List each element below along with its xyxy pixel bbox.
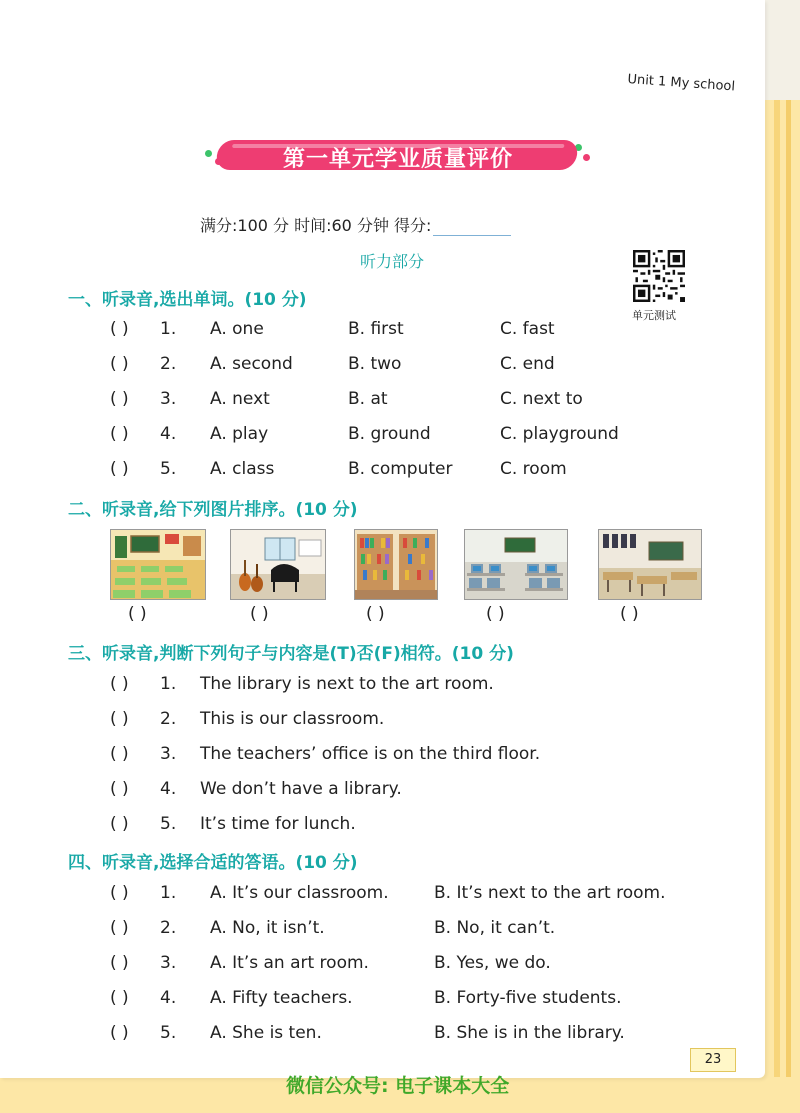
score-blank[interactable] — [433, 217, 511, 236]
item-number: 2. — [160, 918, 177, 938]
item-number: 3. — [160, 389, 177, 409]
answer-blank[interactable]: ( ) — [110, 354, 129, 374]
option-b: B. It’s next to the art room. — [434, 883, 666, 903]
listening-section-title: 听力部分 — [360, 252, 425, 271]
wechat-watermark: 微信公众号: 电子课本大全 — [286, 1075, 510, 1097]
statement-text: We don’t have a library. — [200, 779, 402, 799]
option-b: B. two — [348, 354, 402, 374]
answer-blank[interactable]: ( ) — [110, 1023, 129, 1043]
answer-blank[interactable]: ( ) — [110, 744, 129, 764]
picture-answer-blank[interactable]: ( ) — [620, 604, 639, 624]
option-c: C. room — [500, 459, 567, 479]
answer-blank[interactable]: ( ) — [110, 459, 129, 479]
option-a: A. play — [210, 424, 269, 444]
item-number: 4. — [160, 988, 177, 1008]
page-title: 第一单元学业质量评价 — [282, 147, 513, 172]
answer-blank[interactable]: ( ) — [110, 988, 129, 1008]
item-number: 3. — [160, 744, 177, 764]
option-c: C. playground — [500, 424, 619, 444]
option-b: B. Yes, we do. — [434, 953, 551, 973]
option-b: B. first — [348, 319, 404, 339]
title-banner — [203, 136, 593, 176]
art-room-picture — [598, 529, 702, 600]
item-number: 3. — [160, 953, 177, 973]
answer-blank[interactable]: ( ) — [110, 424, 129, 444]
option-c: C. end — [500, 354, 555, 374]
answer-blank[interactable]: ( ) — [110, 779, 129, 799]
item-number: 2. — [160, 354, 177, 374]
picture-answer-blank[interactable]: ( ) — [366, 604, 385, 624]
answer-blank[interactable]: ( ) — [110, 709, 129, 729]
answer-blank[interactable]: ( ) — [110, 883, 129, 903]
option-c: C. fast — [500, 319, 555, 339]
library-picture — [354, 529, 438, 600]
item-number: 1. — [160, 319, 177, 339]
option-b: B. No, it can’t. — [434, 918, 556, 938]
answer-blank[interactable]: ( ) — [110, 674, 129, 694]
item-number: 1. — [160, 883, 177, 903]
score-line-text: 满分:100 分 时间:60 分钟 得分: — [200, 216, 432, 235]
section-4-title: 四、听录音,选择合适的答语。(10 分) — [68, 853, 358, 873]
page-edge-line — [774, 100, 780, 1113]
option-a: A. No, it isn’t. — [210, 918, 325, 938]
statement-text: The teachers’ office is on the third floor. — [200, 744, 541, 764]
statement-text: This is our classroom. — [200, 709, 385, 729]
item-number: 5. — [160, 1023, 177, 1043]
option-b: B. She is in the library. — [434, 1023, 625, 1043]
qr-code-icon[interactable] — [633, 250, 685, 302]
item-number: 2. — [160, 709, 177, 729]
section-2-title: 二、听录音,给下列图片排序。(10 分) — [68, 500, 358, 520]
qr-code-label: 单元测试 — [632, 309, 676, 322]
classroom-picture — [110, 529, 206, 600]
unit-header: Unit 1 My school — [626, 72, 736, 95]
option-b: B. ground — [348, 424, 431, 444]
picture-answer-blank[interactable]: ( ) — [250, 604, 269, 624]
option-a: A. second — [210, 354, 293, 374]
page-edge-line — [786, 100, 791, 1113]
option-a: A. She is ten. — [210, 1023, 322, 1043]
music-room-picture — [230, 529, 326, 600]
item-number: 4. — [160, 779, 177, 799]
option-a: A. one — [210, 319, 264, 339]
answer-blank[interactable]: ( ) — [110, 918, 129, 938]
picture-answer-blank[interactable]: ( ) — [128, 604, 147, 624]
option-a: A. It’s an art room. — [210, 953, 369, 973]
option-b: B. computer — [348, 459, 453, 479]
item-number: 5. — [160, 814, 177, 834]
computer-room-picture — [464, 529, 568, 600]
picture-answer-blank[interactable]: ( ) — [486, 604, 505, 624]
item-number: 1. — [160, 674, 177, 694]
page-number: 23 — [690, 1048, 736, 1072]
option-a: A. Fifty teachers. — [210, 988, 353, 1008]
answer-blank[interactable]: ( ) — [110, 389, 129, 409]
item-number: 4. — [160, 424, 177, 444]
answer-blank[interactable]: ( ) — [110, 814, 129, 834]
option-a: A. It’s our classroom. — [210, 883, 389, 903]
item-number: 5. — [160, 459, 177, 479]
section-3-title: 三、听录音,判断下列句子与内容是(T)否(F)相符。(10 分) — [68, 644, 514, 664]
option-a: A. next — [210, 389, 270, 409]
option-c: C. next to — [500, 389, 583, 409]
statement-text: It’s time for lunch. — [200, 814, 356, 834]
option-a: A. class — [210, 459, 275, 479]
statement-text: The library is next to the art room. — [200, 674, 494, 694]
answer-blank[interactable]: ( ) — [110, 319, 129, 339]
score-line — [200, 213, 511, 236]
option-b: B. at — [348, 389, 388, 409]
option-b: B. Forty-five students. — [434, 988, 622, 1008]
section-1-title: 一、听录音,选出单词。(10 分) — [68, 290, 307, 310]
answer-blank[interactable]: ( ) — [110, 953, 129, 973]
